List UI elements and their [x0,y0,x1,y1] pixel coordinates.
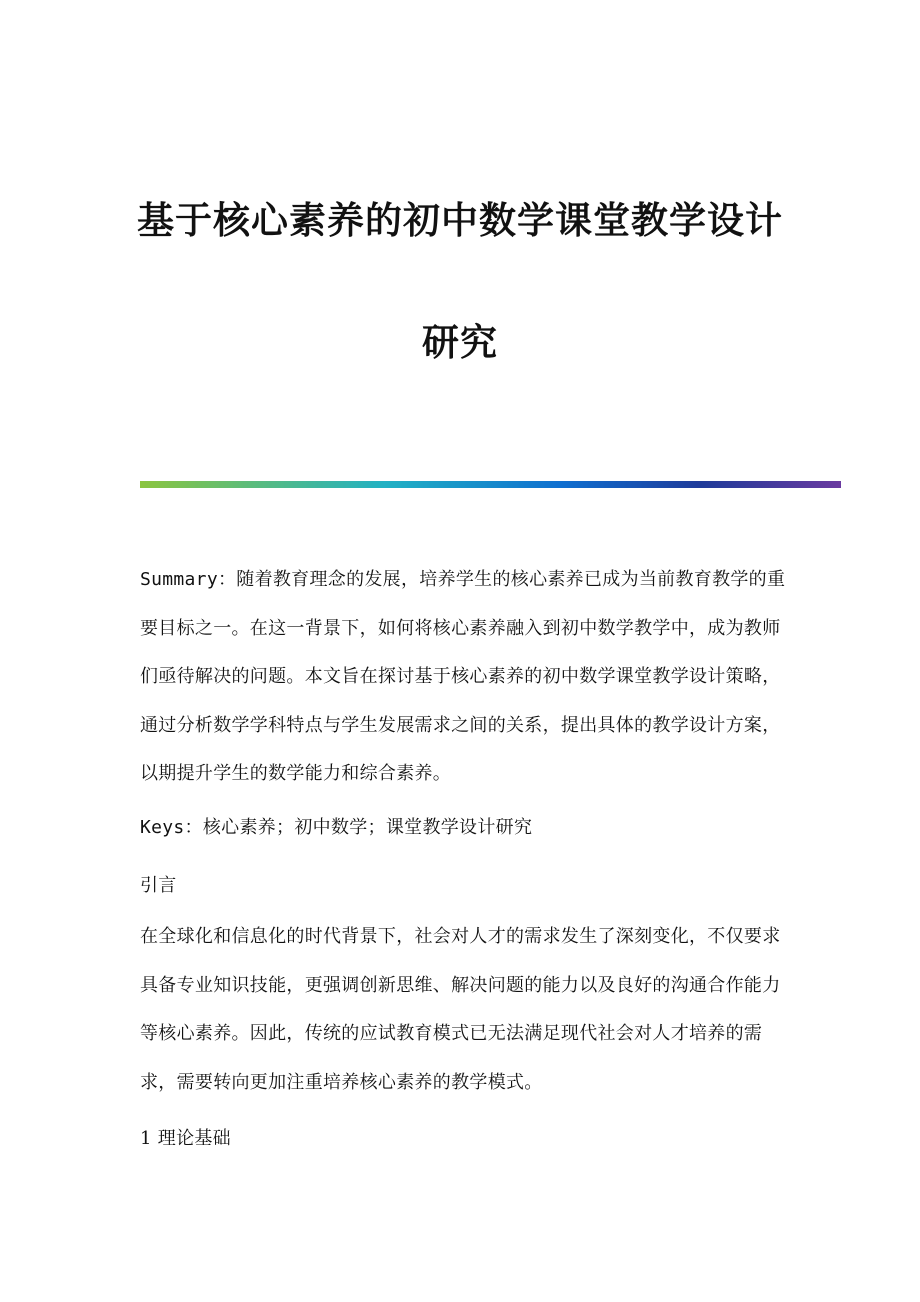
keywords-label: Keys： [140,817,203,838]
intro-paragraph: 在全球化和信息化的时代背景下，社会对人才的需求发生了深刻变化，不仅要求具备专业知识技能，更强调创新思维、解决问题的能力以及良好的沟通合作能力等核心素养。因此，传统的应试教育模式已无法满足现代社会对人才培养的需求，需要转向更加注重培养核心素养的教学模式。 [140,926,781,1093]
gradient-divider [140,481,841,488]
summary-paragraph [140,556,790,799]
summary-text: 随着教育理念的发展，培养学生的核心素养已成为当前教育教学的重要目标之一。在这一背景下，如何将核心素养融入到初中数学教学中，成为教师们亟待解决的问题。本文旨在探讨基于核心素养的初中数学课堂教学设计策略，通过分析数学学科特点与学生发展需求之间的关系，提出具体的教学设计方案，以期提升学生的数学能力和综合素养。 [140,569,786,784]
summary-label: Summary： [140,569,237,590]
document-title-line-1: 基于核心素养的初中数学课堂教学设计 [137,198,783,242]
intro-heading: 引言 [140,875,177,896]
document-title-line-2: 研究 [422,320,498,364]
section-1-heading: 1 理论基础 [140,1128,231,1149]
keywords-text: 核心素养；初中数学；课堂教学设计研究 [202,817,533,838]
keywords-paragraph [140,804,790,853]
